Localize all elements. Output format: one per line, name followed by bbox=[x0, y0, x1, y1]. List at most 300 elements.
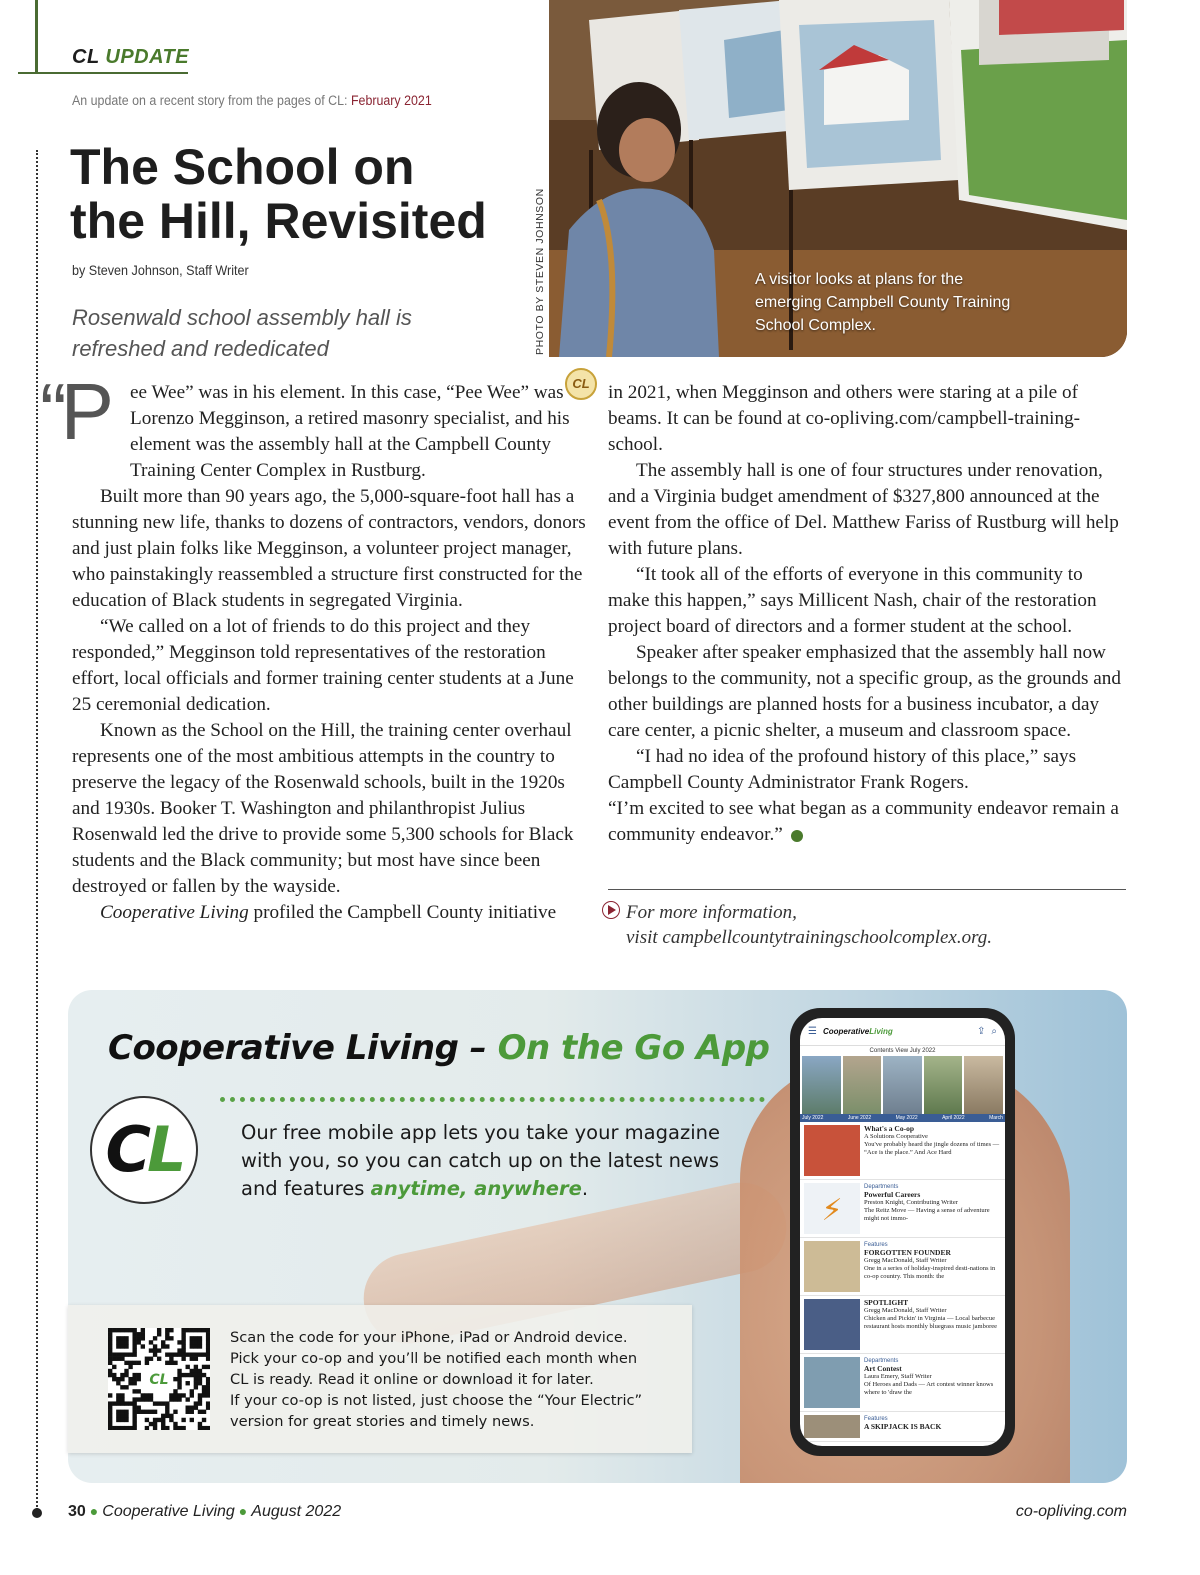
qr-module bbox=[108, 1406, 112, 1410]
qr-module bbox=[194, 1357, 198, 1361]
qr-module bbox=[194, 1336, 198, 1340]
qr-module bbox=[124, 1418, 128, 1422]
qr-module bbox=[186, 1352, 190, 1356]
qr-module bbox=[202, 1389, 206, 1393]
app-header bbox=[800, 1018, 1005, 1046]
qr-module bbox=[165, 1328, 169, 1332]
article-title: FORGOTTEN FOUNDER bbox=[864, 1248, 951, 1257]
qr-module bbox=[177, 1381, 181, 1385]
issue-thumb[interactable] bbox=[802, 1056, 841, 1114]
article-teaser: Of Heroes and Dads — Art contest winner knows where to 'draw the bbox=[864, 1381, 994, 1396]
more-info-line-1: For more information, bbox=[626, 902, 797, 923]
qr-module bbox=[173, 1377, 177, 1381]
qr-module bbox=[128, 1365, 132, 1369]
scan-line: version for great stories and timely news. bbox=[230, 1413, 535, 1430]
article-list-item[interactable] bbox=[800, 1122, 1005, 1180]
qr-module bbox=[206, 1328, 210, 1332]
qr-module bbox=[116, 1336, 120, 1340]
qr-module bbox=[141, 1393, 145, 1397]
qr-module bbox=[206, 1365, 210, 1369]
qr-module bbox=[132, 1332, 136, 1336]
article-author: Gregg MacDonald, Staff Writer bbox=[864, 1257, 947, 1264]
qr-module bbox=[120, 1385, 124, 1389]
qr-module bbox=[137, 1377, 141, 1381]
qr-module bbox=[137, 1406, 141, 1410]
qr-module bbox=[157, 1401, 161, 1405]
qr-module bbox=[153, 1352, 157, 1356]
qr-module bbox=[181, 1344, 185, 1348]
scan-line: Pick your co-op and you’ll be notified each month when bbox=[230, 1350, 638, 1367]
section-label-cl: CL bbox=[72, 46, 100, 68]
title-line-2-plain: the Hill, bbox=[70, 193, 251, 249]
qr-module bbox=[108, 1410, 112, 1414]
qr-module bbox=[181, 1348, 185, 1352]
article-author: A Solutions Cooperative bbox=[864, 1133, 928, 1140]
scan-line: If your co-op is not listed, just choose the “Your Electric” bbox=[230, 1392, 643, 1409]
qr-module bbox=[108, 1357, 112, 1361]
section-accent-rule bbox=[35, 0, 38, 73]
qr-module bbox=[157, 1418, 161, 1422]
qr-module bbox=[120, 1393, 124, 1397]
qr-module bbox=[198, 1410, 202, 1414]
qr-module bbox=[108, 1328, 112, 1332]
qr-module bbox=[149, 1397, 153, 1401]
article-list-item[interactable] bbox=[800, 1296, 1005, 1354]
qr-module bbox=[149, 1357, 153, 1361]
qr-module bbox=[173, 1389, 177, 1393]
qr-module bbox=[145, 1426, 149, 1430]
qr-module bbox=[194, 1406, 198, 1410]
qr-module bbox=[120, 1377, 124, 1381]
article-title: SPOTLIGHT bbox=[864, 1299, 909, 1307]
qr-module bbox=[161, 1426, 165, 1430]
qr-module bbox=[116, 1401, 120, 1405]
qr-module bbox=[206, 1332, 210, 1336]
qr-module bbox=[194, 1328, 198, 1332]
article-list-item[interactable] bbox=[800, 1354, 1005, 1412]
article-text bbox=[864, 1299, 1001, 1350]
article-dept: Features bbox=[864, 1242, 888, 1248]
qr-module bbox=[194, 1365, 198, 1369]
article-teaser: One in a series of holiday-inspired desti-nations in co-op country. This month: the bbox=[864, 1265, 996, 1280]
qr-module bbox=[120, 1357, 124, 1361]
qr-module bbox=[206, 1389, 210, 1393]
qr-module bbox=[177, 1426, 181, 1430]
qr-module bbox=[202, 1393, 206, 1397]
qr-module bbox=[128, 1401, 132, 1405]
ad-dotted-divider bbox=[220, 1097, 765, 1102]
end-mark-icon bbox=[791, 830, 803, 842]
qr-module bbox=[132, 1401, 136, 1405]
qr-module bbox=[198, 1340, 202, 1344]
qr-module bbox=[137, 1410, 141, 1414]
issue-thumb[interactable] bbox=[843, 1056, 882, 1114]
paragraph: Speaker after speaker emphasized that the assembly hall now belongs to the community, not a specific group, as the grounds and other buildings are planned hosts for a business incubator, a day care center, a picnic shelter, a museum and classroom space. bbox=[608, 642, 1121, 741]
drop-cap: “P bbox=[40, 367, 108, 456]
qr-module bbox=[173, 1352, 177, 1356]
qr-module bbox=[145, 1393, 149, 1397]
qr-module bbox=[132, 1377, 136, 1381]
qr-module bbox=[198, 1344, 202, 1348]
qr-module bbox=[198, 1377, 202, 1381]
qr-module bbox=[132, 1406, 136, 1410]
qr-module bbox=[112, 1357, 116, 1361]
month-label: May 2022 bbox=[895, 1115, 918, 1121]
qr-module bbox=[132, 1352, 136, 1356]
qr-module bbox=[194, 1352, 198, 1356]
article-dept: Departments bbox=[864, 1184, 899, 1190]
qr-module bbox=[190, 1373, 194, 1377]
qr-module bbox=[124, 1336, 128, 1340]
qr-module bbox=[141, 1336, 145, 1340]
qr-module bbox=[141, 1328, 145, 1332]
qr-module bbox=[120, 1328, 124, 1332]
qr-module bbox=[120, 1336, 124, 1340]
article-column-right bbox=[608, 380, 1128, 848]
qr-module bbox=[198, 1373, 202, 1377]
qr-module bbox=[108, 1361, 112, 1365]
photo-credit: PHOTO BY STEVEN JOHNSON bbox=[534, 188, 546, 355]
qr-module bbox=[116, 1393, 120, 1397]
paragraph: Cooperative Living profiled the Campbell County initiative bbox=[100, 902, 557, 923]
qr-module bbox=[181, 1426, 185, 1430]
qr-module bbox=[186, 1410, 190, 1414]
ad-text-emphasis: anytime, anywhere bbox=[370, 1177, 582, 1200]
qr-module bbox=[169, 1397, 173, 1401]
article-text bbox=[864, 1241, 1001, 1292]
ad-text-end: . bbox=[581, 1177, 589, 1200]
paragraph: The assembly hall is one of four structures under renovation, and a Virginia budget amendment of $327,800 announced at the event from the office of Del. Matthew Fariss of Rustburg will help with future plans. bbox=[608, 460, 1119, 559]
qr-module bbox=[120, 1344, 124, 1348]
article-list-item[interactable] bbox=[800, 1238, 1005, 1296]
qr-module bbox=[190, 1410, 194, 1414]
qr-module bbox=[153, 1401, 157, 1405]
article-dept: Features bbox=[864, 1416, 888, 1422]
qr-module bbox=[190, 1393, 194, 1397]
qr-module bbox=[149, 1340, 153, 1344]
qr-module bbox=[153, 1418, 157, 1422]
qr-module bbox=[137, 1361, 141, 1365]
qr-module bbox=[198, 1336, 202, 1340]
cl-app-logo bbox=[90, 1096, 198, 1204]
qr-module bbox=[124, 1401, 128, 1405]
qr-module bbox=[149, 1410, 153, 1414]
qr-module bbox=[153, 1344, 157, 1348]
qr-module bbox=[132, 1410, 136, 1414]
qr-module bbox=[116, 1426, 120, 1430]
qr-module bbox=[165, 1414, 169, 1418]
qr-module bbox=[165, 1352, 169, 1356]
qr-module bbox=[186, 1328, 190, 1332]
qr-module bbox=[198, 1369, 202, 1373]
qr-module bbox=[194, 1373, 198, 1377]
month-label: March bbox=[989, 1115, 1003, 1121]
page-title bbox=[70, 140, 487, 248]
search-icon[interactable]: ⌕ bbox=[991, 1026, 997, 1037]
paragraph: Built more than 90 years ago, the 5,000-square-foot hall has a stunning new life, thanks to dozens of contractors, vendors, donors and just plain folks like Megginson, a volunteer project manager, who painstakingly reassembled a structure first constructed for the education of Black students in segregated Virginia. bbox=[72, 486, 586, 611]
issue-thumbnails[interactable] bbox=[800, 1056, 1005, 1114]
footer-url[interactable]: co-opliving.com bbox=[1015, 1503, 1127, 1520]
qr-module bbox=[157, 1348, 161, 1352]
qr-module bbox=[120, 1401, 124, 1405]
menu-icon[interactable]: ☰ bbox=[808, 1026, 817, 1037]
qr-module bbox=[190, 1352, 194, 1356]
article-title: Art Contest bbox=[864, 1364, 902, 1373]
qr-module bbox=[124, 1328, 128, 1332]
qr-module bbox=[173, 1393, 177, 1397]
paragraph-final bbox=[608, 796, 1128, 848]
qr-module bbox=[206, 1406, 210, 1410]
bullet-icon: ● bbox=[238, 1503, 248, 1519]
qr-module bbox=[128, 1377, 132, 1381]
qr-module bbox=[181, 1332, 185, 1336]
qr-module bbox=[206, 1381, 210, 1385]
qr-module bbox=[165, 1332, 169, 1336]
qr-module bbox=[128, 1361, 132, 1365]
article-list-item[interactable] bbox=[800, 1180, 1005, 1238]
qr-module bbox=[108, 1422, 112, 1426]
qr-module bbox=[177, 1340, 181, 1344]
qr-module bbox=[173, 1397, 177, 1401]
qr-module bbox=[108, 1348, 112, 1352]
qr-module bbox=[190, 1369, 194, 1373]
qr-module bbox=[198, 1381, 202, 1385]
qr-module bbox=[128, 1426, 132, 1430]
qr-module bbox=[124, 1344, 128, 1348]
ad-description bbox=[241, 1119, 751, 1203]
qr-module bbox=[202, 1426, 206, 1430]
qr-module bbox=[206, 1426, 210, 1430]
qr-module bbox=[169, 1393, 173, 1397]
qr-module bbox=[120, 1340, 124, 1344]
qr-module bbox=[206, 1348, 210, 1352]
qr-module bbox=[198, 1352, 202, 1356]
qr-module bbox=[116, 1418, 120, 1422]
share-icon[interactable]: ⇪ bbox=[977, 1026, 986, 1037]
qr-module bbox=[145, 1357, 149, 1361]
qr-module bbox=[124, 1352, 128, 1356]
qr-module bbox=[132, 1397, 136, 1401]
qr-module bbox=[181, 1328, 185, 1332]
info-divider bbox=[608, 889, 1126, 890]
deck-subtitle: Rosenwald school assembly hall is refreshed and rededicated bbox=[72, 305, 412, 361]
qr-module bbox=[149, 1422, 153, 1426]
article-thumb bbox=[804, 1357, 860, 1408]
qr-module bbox=[137, 1373, 141, 1377]
qr-module bbox=[157, 1357, 161, 1361]
article-text bbox=[864, 1125, 1001, 1176]
cl-logo-icon: CL bbox=[565, 368, 597, 400]
qr-module bbox=[206, 1385, 210, 1389]
qr-module bbox=[165, 1406, 169, 1410]
issue-thumb[interactable] bbox=[924, 1056, 963, 1114]
qr-module bbox=[202, 1373, 206, 1377]
qr-module bbox=[124, 1414, 128, 1418]
qr-module bbox=[173, 1422, 177, 1426]
qr-module bbox=[153, 1348, 157, 1352]
month-label: June 2022 bbox=[847, 1115, 872, 1121]
qr-module bbox=[124, 1369, 128, 1373]
qr-module bbox=[190, 1328, 194, 1332]
qr-module bbox=[145, 1397, 149, 1401]
qr-module bbox=[145, 1418, 149, 1422]
qr-module bbox=[120, 1410, 124, 1414]
qr-module bbox=[198, 1401, 202, 1405]
qr-module bbox=[132, 1336, 136, 1340]
qr-module bbox=[128, 1328, 132, 1332]
qr-module bbox=[194, 1401, 198, 1405]
qr-module bbox=[112, 1401, 116, 1405]
section-label bbox=[72, 46, 189, 69]
article-dept: Departments bbox=[864, 1358, 899, 1364]
qr-module bbox=[202, 1365, 206, 1369]
logo-l: L bbox=[147, 1113, 183, 1186]
update-note-date: February 2021 bbox=[350, 93, 432, 108]
qr-module bbox=[169, 1328, 173, 1332]
qr-module bbox=[112, 1365, 116, 1369]
qr-module bbox=[132, 1361, 136, 1365]
qr-module bbox=[202, 1352, 206, 1356]
article-thumb bbox=[804, 1415, 860, 1438]
qr-code[interactable] bbox=[108, 1328, 210, 1430]
qr-module bbox=[120, 1414, 124, 1418]
article-author: Preston Knight, Contributing Writer bbox=[864, 1199, 958, 1206]
paragraph: Known as the School on the Hill, the training center overhaul represents one of the most ambitious attempts in the country to preserve the legacy of the Rosenwald schools, built in the 1920s and 1930s. Booker T. Washington and philanthropist Julius Rosenwald led the drive to provide some 5,300 schools for Black students and the Black community; but most have since been destroyed or fallen by the wayside. bbox=[72, 720, 574, 897]
article-title: Powerful Careers bbox=[864, 1190, 921, 1199]
qr-module bbox=[165, 1401, 169, 1405]
qr-module bbox=[202, 1385, 206, 1389]
qr-module bbox=[161, 1418, 165, 1422]
qr-module bbox=[161, 1422, 165, 1426]
qr-module bbox=[132, 1381, 136, 1385]
article-teaser: The Reitz Move — Having a sense of adventure might not immo- bbox=[864, 1207, 990, 1222]
qr-module bbox=[153, 1422, 157, 1426]
qr-module bbox=[124, 1410, 128, 1414]
qr-module bbox=[120, 1373, 124, 1377]
qr-module bbox=[177, 1369, 181, 1373]
qr-module bbox=[128, 1352, 132, 1356]
qr-module bbox=[153, 1410, 157, 1414]
qr-module bbox=[137, 1340, 141, 1344]
scan-line: Scan the code for your iPhone, iPad or Android device. bbox=[230, 1329, 628, 1346]
qr-module bbox=[116, 1410, 120, 1414]
issue-thumb[interactable] bbox=[964, 1056, 1003, 1114]
qr-module bbox=[112, 1352, 116, 1356]
title-line-1: The School on bbox=[70, 139, 415, 195]
qr-module bbox=[157, 1328, 161, 1332]
qr-module bbox=[177, 1397, 181, 1401]
qr-module bbox=[108, 1352, 112, 1356]
qr-module bbox=[198, 1393, 202, 1397]
qr-module bbox=[169, 1418, 173, 1422]
qr-module bbox=[206, 1393, 210, 1397]
ad-title-green: On the Go App bbox=[497, 1028, 770, 1068]
qr-module bbox=[202, 1410, 206, 1414]
qr-module bbox=[124, 1426, 128, 1430]
qr-module bbox=[145, 1410, 149, 1414]
qr-module bbox=[206, 1340, 210, 1344]
article-thumb bbox=[804, 1125, 860, 1176]
qr-module bbox=[132, 1418, 136, 1422]
qr-module bbox=[137, 1397, 141, 1401]
qr-module bbox=[190, 1357, 194, 1361]
more-info-link[interactable]: visit campbellcountytrainingschoolcomplex.org. bbox=[626, 927, 993, 948]
qr-module bbox=[116, 1414, 120, 1418]
qr-module bbox=[206, 1357, 210, 1361]
qr-module bbox=[132, 1414, 136, 1418]
qr-module bbox=[108, 1369, 112, 1373]
qr-module bbox=[120, 1418, 124, 1422]
qr-module bbox=[198, 1328, 202, 1332]
footer-magazine: Cooperative Living bbox=[102, 1503, 235, 1520]
qr-module bbox=[108, 1336, 112, 1340]
magazine-name: Cooperative Living bbox=[100, 902, 249, 923]
qr-module bbox=[190, 1389, 194, 1393]
contents-bar[interactable]: Contents View July 2022 bbox=[869, 1048, 936, 1054]
more-info bbox=[626, 900, 992, 950]
phone-screen bbox=[800, 1018, 1005, 1446]
qr-module bbox=[169, 1352, 173, 1356]
qr-module bbox=[108, 1332, 112, 1336]
app-brand bbox=[823, 1027, 971, 1036]
qr-module bbox=[177, 1393, 181, 1397]
article-author: Gregg MacDonald, Staff Writer bbox=[864, 1307, 947, 1314]
qr-module bbox=[206, 1377, 210, 1381]
qr-module bbox=[169, 1361, 173, 1365]
qr-module bbox=[194, 1385, 198, 1389]
phone-mockup bbox=[790, 1008, 1015, 1456]
article-teaser: Chicken and Pickin' in Virginia — Local barbecue restaurant hosts monthly bluegrass music jamboree bbox=[864, 1315, 998, 1330]
qr-module bbox=[198, 1397, 202, 1401]
article-author: Laura Emery, Staff Writer bbox=[864, 1373, 932, 1380]
bullet-icon: ● bbox=[89, 1503, 99, 1519]
qr-module bbox=[165, 1344, 169, 1348]
qr-code-graphic bbox=[108, 1328, 210, 1430]
section-label-update: UPDATE bbox=[105, 46, 190, 68]
lightning-icon: ⚡ bbox=[804, 1183, 860, 1234]
article-thumb bbox=[804, 1299, 860, 1350]
qr-module bbox=[116, 1344, 120, 1348]
qr-module bbox=[177, 1348, 181, 1352]
update-note-prefix: An update on a recent story from the pages of CL: bbox=[72, 93, 348, 108]
qr-module bbox=[169, 1336, 173, 1340]
qr-module bbox=[141, 1332, 145, 1336]
qr-module bbox=[132, 1373, 136, 1377]
qr-module bbox=[128, 1381, 132, 1385]
qr-module bbox=[132, 1426, 136, 1430]
qr-module bbox=[161, 1340, 165, 1344]
byline: by Steven Johnson, Staff Writer bbox=[72, 262, 249, 278]
qr-module bbox=[165, 1361, 169, 1365]
article-list-item[interactable] bbox=[800, 1412, 1005, 1442]
scan-instructions bbox=[230, 1327, 670, 1432]
qr-module bbox=[112, 1426, 116, 1430]
qr-module bbox=[157, 1332, 161, 1336]
scan-line: CL is ready. Read it online or download it for later. bbox=[230, 1371, 594, 1388]
app-brand-a: Cooperative bbox=[822, 1027, 870, 1036]
qr-module bbox=[112, 1377, 116, 1381]
issue-thumb[interactable] bbox=[883, 1056, 922, 1114]
ad-text-plain: Our free mobile app lets you take your magazine with you, so you can catch up on the latest news and features bbox=[241, 1121, 720, 1200]
qr-module bbox=[141, 1410, 145, 1414]
qr-module bbox=[181, 1393, 185, 1397]
paragraph: in 2021, when Megginson and others were staring at a pile of beams. It can be found at co-opliving.com/campbell-training-school. bbox=[608, 382, 1081, 455]
qr-module bbox=[141, 1344, 145, 1348]
qr-module bbox=[108, 1373, 112, 1377]
qr-module bbox=[132, 1348, 136, 1352]
qr-module bbox=[186, 1381, 190, 1385]
qr-center-logo: CL bbox=[149, 1372, 169, 1388]
